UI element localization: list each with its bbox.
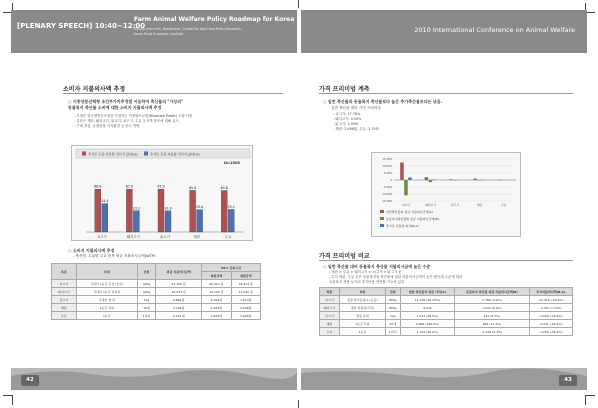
category-label: 돼지고기 xyxy=(425,203,437,207)
table-cell: 쇠고기 xyxy=(320,296,340,304)
bullet-item: - 닭고기: 1.93% xyxy=(333,122,359,126)
table-cell: 냉장 삼겹살(국산) xyxy=(339,304,385,312)
bullet-item: - 특히 계란, 우유 등은 동물복지형 축산물에 대한 지불의사금액이 높은 편인데 수준에 따라 xyxy=(329,275,463,279)
table-cell: 3,025원 xyxy=(202,312,231,320)
table-cell: 1kg xyxy=(137,296,155,304)
table-cell: 쇠고기 xyxy=(52,280,77,288)
table-cell: 656 (17,4%) xyxy=(455,320,529,328)
section-title: 소비자 지불의사액 추정 xyxy=(63,86,126,93)
intro-line: 동물복지 축산물 소비에 대한 소비자 지불의사액 추정 xyxy=(68,105,162,110)
bar xyxy=(228,209,234,232)
legend-swatch xyxy=(380,217,384,220)
bullet-item: - 계란 > 우유 > 돼지고기 > 쇠고기 > 닭고기 순 xyxy=(329,270,402,274)
bullet-item: - 계란: 2,986원, 우유: 1.79원 xyxy=(333,127,379,131)
table-title: ○ 소비자 지불의사액 추정 xyxy=(68,248,115,253)
left-page xyxy=(11,10,297,390)
table-cell: -1,603 (-20,6%) xyxy=(529,312,572,320)
table-cell: 닭고기 xyxy=(52,296,77,304)
table-header: 부위 xyxy=(76,264,137,280)
table-cell: 1,791 (95,6%) xyxy=(400,328,455,336)
footer-decoration xyxy=(301,368,587,390)
table-cell: 닭고기 xyxy=(320,312,340,320)
table-header: 95% 신뢰구간 xyxy=(202,264,261,272)
section-rule xyxy=(319,260,573,261)
bar xyxy=(190,190,196,232)
table-cell: 국내산 1등급 삼겹살 xyxy=(76,288,137,296)
crop-mark xyxy=(298,400,299,408)
category-label: 쇠고기 xyxy=(96,235,107,239)
category-label: 닭고기 xyxy=(450,203,460,207)
table-cell: 1리터 xyxy=(137,312,155,320)
table-row xyxy=(320,328,573,336)
table-cell: 10개 xyxy=(385,320,400,328)
table-note: - 축종별, 부위별 주요 품목 평균 지불의사금액(WTP) xyxy=(73,254,156,258)
table-cell: 우유 xyxy=(320,328,340,336)
table-cell: 1kg xyxy=(385,312,400,320)
table-cell: 냉장 한우등심(1+등급) xyxy=(339,296,385,304)
table-cell: 1등급 특란 xyxy=(76,304,137,312)
table-row xyxy=(320,320,573,328)
sample-size-label: N=1500 xyxy=(224,161,241,165)
table-row xyxy=(52,288,261,296)
table-header: 일반 축산물의 평균 가격(A) xyxy=(400,288,455,296)
legend-label: 추가로 돈을 지불할 의사가 있다(%) xyxy=(88,152,138,157)
crop-mark xyxy=(298,0,299,8)
table-row xyxy=(52,280,261,288)
category-label: 우유 xyxy=(501,203,507,207)
y-tick-label: -5,000 xyxy=(382,185,392,189)
section-rule xyxy=(63,93,283,94)
table-cell: 계란 xyxy=(52,304,77,312)
data-label: 35.2 xyxy=(227,204,235,209)
legend-label: 추가로 돈을 지불할 의사가 없다(%) xyxy=(150,152,200,157)
bar xyxy=(95,189,101,232)
wtp-chart xyxy=(71,145,253,241)
table-row xyxy=(320,304,573,312)
table-cell: 17,045 원 xyxy=(231,288,260,296)
talk-title: Farm Animal Welfare Policy Roadmap for Korea xyxy=(134,16,295,23)
bullet-list xyxy=(74,114,192,129)
y-tick-label: 15,000 xyxy=(382,157,392,161)
table-header: 평균 지불의사금액 xyxy=(156,264,202,280)
right-page xyxy=(301,10,587,390)
data-label: 67.0 xyxy=(125,184,134,189)
data-label: 64.8 xyxy=(220,186,228,191)
legend-label: 추가로 지불할 의사(B-A) xyxy=(386,224,419,228)
wtp-chart-svg xyxy=(72,146,254,242)
bar xyxy=(221,191,227,232)
table-header: 단위 xyxy=(137,264,155,280)
bullet-item: - 쇠고기: 17.76% xyxy=(333,112,361,116)
right-page-header xyxy=(301,10,587,53)
session-label: [PLENARY SPEECH] 10:40~12:00 xyxy=(17,22,146,30)
bar xyxy=(404,180,408,195)
table-cell: 16,543 원 xyxy=(156,288,202,296)
bar xyxy=(158,189,164,232)
legend-swatch xyxy=(380,224,384,227)
table-cell: 1,543 (5,9%) xyxy=(455,304,529,312)
table-cell: 돼지고기 xyxy=(320,304,340,312)
section-rule xyxy=(319,93,573,94)
y-tick-label: 5,000 xyxy=(383,171,392,175)
bar xyxy=(453,180,457,181)
table-header: 동물복지 축산물 평균 지불의사금액(B) xyxy=(455,288,529,296)
bar xyxy=(473,179,477,180)
table-cell: 10개 xyxy=(137,304,155,312)
bullet-item: - 설문은 계란, 돼지고기, 닭고기, 쇠고기, 우유 등 5개 품목에 대해 실시 xyxy=(74,119,179,123)
bullet-item: - 구매 경험, 농장동물 사육환경 등 변수 반영 xyxy=(74,124,140,128)
table-cell: 3,314 원 xyxy=(156,312,202,320)
data-label: 33.2 xyxy=(132,206,141,211)
bullet-item: 동물복지 적용 농가의 추가비용 개선할 가능성 있음. xyxy=(329,280,406,284)
table-cell: 7,513원 xyxy=(231,296,260,304)
table-cell: 1등급 xyxy=(76,312,137,320)
legend-swatch xyxy=(380,210,384,213)
legend-label: 일반축산물의 평균 지불의사금액(A) xyxy=(386,210,433,214)
table-cell: 6,861원 xyxy=(156,296,202,304)
table-row xyxy=(320,312,573,320)
bar xyxy=(429,180,433,182)
page-number: 42 xyxy=(21,375,39,386)
bullet-item: - 모형은 영국병반응모형을 가정하는 이변량프로빗(Bivariate Probit) 모형 이용 xyxy=(74,114,193,118)
table-header: 단위 xyxy=(385,288,400,296)
table-cell: 2,786 (4,2%) xyxy=(455,296,529,304)
table-cell: 6,769원 xyxy=(202,296,231,304)
intro-line: ○ 일반 축산물과 동물복지 축산물보다 높은 추가축산물보다는 낮음. xyxy=(323,99,443,104)
bullet-list xyxy=(329,270,462,285)
data-label: 44.4 xyxy=(101,199,109,204)
table-cell: 67,765 원 xyxy=(156,280,202,288)
sub-heading: 일반 축산물 대비 가격 프리미엄 xyxy=(331,106,381,110)
table-cell: 1,937 (28,5%) xyxy=(400,312,455,320)
bar xyxy=(197,210,203,232)
data-label: 33.0 xyxy=(164,206,172,211)
table-cell: 421 (5,7%) xyxy=(455,312,529,320)
table-row xyxy=(320,296,573,304)
category-label: 우유 xyxy=(224,235,232,239)
data-label: 65.0 xyxy=(188,185,197,190)
table-cell: 국내산 생 닭 xyxy=(76,296,137,304)
table-cell: 2,986 (180,4%) xyxy=(400,320,455,328)
chart-legend xyxy=(76,149,250,158)
category-label: 계란 xyxy=(476,203,483,207)
legend-label: 동물복지축산물의 평균 지불의사금액(B) xyxy=(386,217,439,221)
table-cell: -1,254 (5,3%) xyxy=(455,328,529,336)
table-header: 축종 xyxy=(52,264,77,280)
table-cell: 국내산 1등급 등심 (한우) xyxy=(76,280,137,288)
table-cell: 돼지고기 xyxy=(52,288,77,296)
page-footer xyxy=(301,368,587,390)
table-cell: 1등급 xyxy=(339,328,385,336)
table-cell: 우유 xyxy=(52,312,77,320)
table-cell: 78,314 원 xyxy=(231,280,260,288)
wtp-table xyxy=(51,263,261,320)
y-tick-label: 0 xyxy=(390,178,392,182)
category-label: 쇠고기 xyxy=(402,203,411,207)
chart-legend xyxy=(380,209,439,228)
intro-line: ○ 일반 축산물 대비 동물복지 축산물 지불의사금액 높은 수준 xyxy=(323,264,431,269)
table-cell: 냉장 육계 xyxy=(339,312,385,320)
premium-chart-svg xyxy=(372,153,522,238)
bullet-list xyxy=(333,112,379,132)
y-tick-label: -10,000 xyxy=(381,192,392,196)
table-cell: -2,331 (-62,4%) xyxy=(529,320,572,328)
table-cell: -12,316 (-50,5%) xyxy=(529,296,572,304)
table-cell: 3,925원 xyxy=(231,312,260,320)
table-cell: 4,648원 xyxy=(231,304,260,312)
bar xyxy=(449,179,453,180)
table-row xyxy=(52,296,261,304)
table-header: 추가지불의사액(B-A) xyxy=(529,288,572,296)
table-cell: -3,457 (-7,0%) xyxy=(529,304,572,312)
table-cell: 800g xyxy=(385,304,400,312)
author-info: Myung-chan Kim, Researcher, Center for Agri-Food Policy Research, Korea Rural Economic Institute xyxy=(134,27,242,36)
data-label: 67.0 xyxy=(157,184,165,189)
table-cell: 계란 xyxy=(320,320,340,328)
table-cell: 12,756 (20,25%) xyxy=(400,296,455,304)
intro-line: ○ 이중양분선택형 조건부가치추정법 이용하여 축산물의 "가상의" xyxy=(68,99,184,104)
crop-mark xyxy=(585,395,595,405)
data-label: 35.0 xyxy=(195,205,204,210)
data-label: 66.8 xyxy=(94,184,102,189)
table-header: 하한금액 xyxy=(202,272,231,280)
page-number: 43 xyxy=(559,375,577,386)
table-cell: 4,183원 xyxy=(202,304,231,312)
y-tick-label: 10,000 xyxy=(382,164,392,168)
table-header: 부위 xyxy=(339,288,385,296)
premium-table xyxy=(319,287,573,336)
table-header: 축종 xyxy=(320,288,340,296)
category-label: 닭고기 xyxy=(160,235,170,239)
legend-swatch xyxy=(82,152,86,156)
table-cell: 4,394원 xyxy=(156,304,202,312)
bar xyxy=(400,163,404,181)
legend-swatch xyxy=(144,152,148,156)
table-row xyxy=(52,312,261,320)
table-row xyxy=(52,304,261,312)
category-label: 돼지고기 xyxy=(126,235,140,239)
footer-decoration xyxy=(11,368,297,390)
table-cell: -1,254 (-56,3%) xyxy=(529,328,572,336)
bar xyxy=(433,179,437,180)
bar xyxy=(408,177,412,180)
table-cell: 800g xyxy=(385,296,400,304)
category-label: 계란 xyxy=(193,235,200,239)
bar xyxy=(425,177,429,180)
crop-mark xyxy=(3,395,13,405)
left-page-header xyxy=(11,10,297,53)
page-footer xyxy=(11,368,297,390)
y-tick-label: -15,000 xyxy=(381,199,392,203)
table-cell: 4,543 xyxy=(400,304,455,312)
conference-title: 2010 International Conference on Animal Welfare xyxy=(414,26,575,34)
table-cell: 400g xyxy=(137,280,155,288)
bar xyxy=(165,211,171,232)
section-title: 가격 프리미엄 비교 xyxy=(319,253,370,260)
bar xyxy=(102,204,108,232)
table-cell: 60,014 원 xyxy=(202,280,231,288)
table-cell: 1리터 xyxy=(385,328,400,336)
premium-chart xyxy=(371,152,521,237)
bullet-item: - 돼지고기: 4.54% xyxy=(333,117,362,121)
table-cell: 10,135 원 xyxy=(202,288,231,296)
table-header: 상한금액 xyxy=(231,272,260,280)
bar xyxy=(133,211,139,232)
section-title: 가격 프리미엄 계측 xyxy=(319,86,370,93)
bar xyxy=(126,189,132,232)
table-cell: 400g xyxy=(137,288,155,296)
table-cell: 1등급 특란 xyxy=(339,320,385,328)
